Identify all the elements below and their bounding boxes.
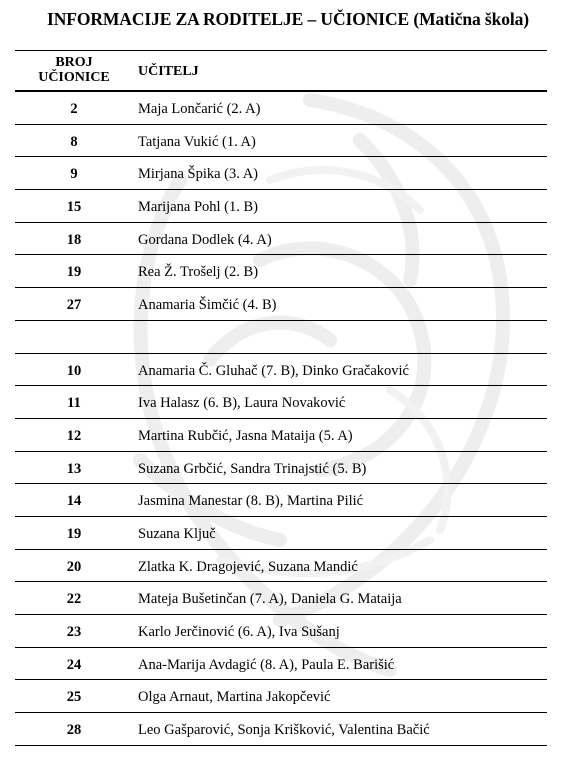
teacher-names: Tatjana Vukić (1. A) [138, 133, 256, 150]
teacher-names: Karlo Jerčinović (6. A), Iva Sušanj [138, 624, 340, 640]
room-number: 2 [70, 101, 78, 117]
teacher-names: Anamaria Šimčić (4. B) [138, 297, 277, 314]
teacher-names: Martina Rubčić, Jasna Mataija (5. A) [138, 427, 353, 444]
table-row [15, 419, 547, 452]
table-row [15, 125, 547, 158]
table-row [15, 223, 547, 256]
table-row [15, 582, 547, 615]
room-number: 10 [66, 362, 82, 379]
column-header-room [15, 55, 133, 85]
room-number: 24 [66, 656, 82, 673]
table-header [15, 51, 547, 91]
teacher-names: Marijana Pohl (1. B) [138, 199, 259, 216]
room-number: 22 [66, 591, 82, 608]
table-row [15, 713, 547, 746]
table-row [15, 615, 547, 648]
column-header-room-line2: UČIONICE [38, 70, 110, 85]
column-header-room-line1: BROJ [55, 55, 93, 70]
table-row [15, 321, 547, 354]
teacher-names: Rea Ž. Trošelj (2. B) [138, 264, 259, 281]
room-number: 20 [66, 558, 82, 575]
teacher-names: Iva Halasz (6. B), Laura Novaković [138, 395, 346, 412]
table-row [15, 452, 547, 485]
table-row [15, 484, 547, 517]
room-number: 18 [66, 231, 82, 248]
room-number: 9 [70, 166, 78, 183]
teacher-names: Mirjana Špika (3. A) [138, 166, 259, 183]
room-number: 15 [66, 199, 82, 216]
teacher-names: Gordana Dodlek (4. A) [138, 231, 272, 248]
table-row [15, 550, 547, 583]
room-number: 12 [66, 427, 82, 444]
room-number: 14 [66, 493, 82, 510]
table-row [15, 157, 547, 190]
room-number: 23 [66, 624, 82, 640]
room-number: 19 [66, 525, 82, 542]
column-header-teacher: UČITELJ [138, 64, 199, 79]
room-number: 27 [66, 297, 82, 314]
teacher-names: Suzana Grbčić, Sandra Trinajstić (5. B) [138, 460, 367, 477]
teacher-names: Olga Arnaut, Martina Jakopčević [138, 689, 331, 706]
table-row [15, 680, 547, 713]
table-row [15, 517, 547, 550]
table-body [15, 92, 547, 746]
room-number: 11 [67, 395, 81, 412]
teacher-names: Jasmina Manestar (8. B), Martina Pilić [138, 493, 364, 510]
page-title: INFORMACIJE ZA RODITELJE – UČIONICE (Matična škola) [46, 9, 530, 29]
room-number: 28 [66, 722, 82, 739]
table-row [15, 255, 547, 288]
room-number: 8 [70, 133, 78, 150]
teacher-names: Mateja Bušetinčan (7. A), Daniela G. Mataija [138, 591, 402, 608]
table-row [15, 92, 547, 125]
table-row [15, 354, 547, 387]
room-number: 19 [66, 264, 82, 281]
teacher-names: Ana-Marija Avdagić (8. A), Paula E. Barišić [138, 656, 395, 673]
table-row [15, 288, 547, 321]
table-row [15, 386, 547, 419]
table-row [15, 648, 547, 681]
teacher-names: Leo Gašparović, Sonja Krišković, Valentina Bačić [138, 722, 430, 739]
teacher-names: Anamaria Č. Gluhač (7. B), Dinko Gračaković [138, 362, 409, 379]
teacher-names: Zlatka K. Dragojević, Suzana Mandić [138, 558, 358, 575]
teacher-names: Suzana Ključ [138, 525, 216, 542]
room-number: 13 [66, 460, 82, 477]
table-row [15, 190, 547, 223]
room-number: 25 [66, 689, 82, 706]
teacher-names: Maja Lončarić (2. A) [138, 101, 261, 117]
